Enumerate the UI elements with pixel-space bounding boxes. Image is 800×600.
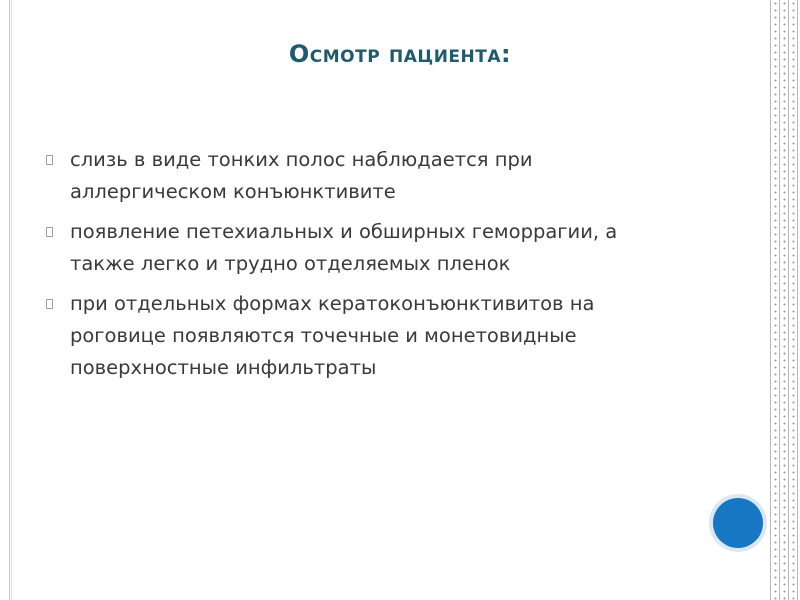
bullet-text: слизь в виде тонких полос наблюдается при аллергическом конъюнктивите <box>70 148 533 203</box>
bullet-item <box>46 216 686 280</box>
blue-circle-decoration <box>713 498 763 548</box>
rail-dots <box>774 0 777 600</box>
right-decorative-rail <box>768 0 800 600</box>
bullet-list <box>46 144 686 392</box>
rail-dots <box>783 0 786 600</box>
square-bullet-icon <box>46 299 53 309</box>
rail-dots <box>792 0 795 600</box>
square-bullet-icon <box>46 155 53 165</box>
left-frame-shadow <box>11 0 12 600</box>
rail-line <box>797 0 798 600</box>
square-bullet-icon <box>46 227 53 237</box>
rail-line <box>779 0 780 600</box>
slide-title: Осмотр пациента: <box>288 40 512 68</box>
bullet-text: при отдельных формах кератоконъюнктивитов на роговице появляются точечные и монетовидные поверхностные инфильтраты <box>70 292 595 379</box>
bullet-item <box>46 288 686 384</box>
bullet-item <box>46 144 686 208</box>
rail-line <box>788 0 789 600</box>
left-frame-line <box>9 0 10 600</box>
rail-line <box>770 0 771 600</box>
bullet-text: появление петехиальных и обширных геморрагии, а также легко и трудно отделяемых пленок <box>70 220 618 275</box>
